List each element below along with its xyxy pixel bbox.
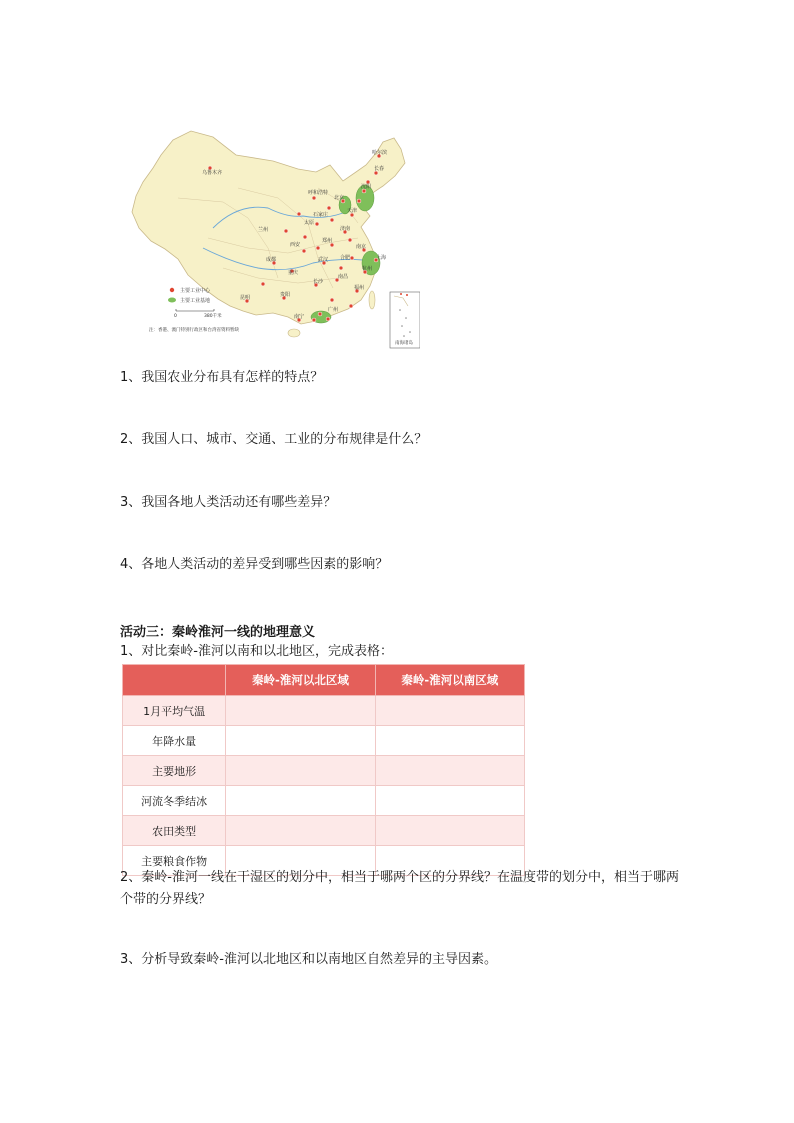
label-fuzhou: 福州	[354, 285, 365, 291]
inset-label: 南海诸岛	[395, 341, 413, 346]
city-dot	[312, 196, 316, 200]
city-dot	[318, 312, 322, 316]
table-row	[123, 756, 525, 786]
label-huhehaote: 呼和浩特	[308, 190, 329, 196]
city-dot	[339, 266, 343, 270]
north-cell[interactable]	[226, 786, 375, 816]
label-taiyuan: 太原	[304, 220, 315, 226]
south-china-sea-inset	[390, 292, 420, 348]
city-dot	[350, 256, 354, 260]
legend-center-icon	[170, 288, 174, 292]
legend-base-icon	[168, 298, 176, 303]
north-cell[interactable]	[226, 816, 375, 846]
hainan-island	[288, 329, 300, 337]
table-row	[123, 816, 525, 846]
map-note: 注：香港、澳门特别行政区和台湾省资料暂缺	[149, 328, 239, 333]
label-beijing: 北京	[334, 195, 345, 201]
header-north: 秦岭-淮河以北区域	[226, 665, 375, 696]
label-changchun: 长春	[374, 166, 385, 172]
legend-base-label: 主要工业基地	[180, 298, 211, 304]
row-label: 农田类型	[123, 816, 226, 846]
scale-end: 380千米	[204, 314, 222, 319]
city-dot	[316, 246, 320, 250]
row-label: 河流冬季结冰	[123, 786, 226, 816]
south-cell[interactable]	[375, 726, 524, 756]
activity-item-2: 2、秦岭-淮河一线在干湿区的划分中，相当于哪两个区的分界线？在温度带的划分中，相当于哪两个带的分界线？	[120, 870, 679, 907]
row-label: 主要粮食作物	[123, 846, 226, 876]
north-cell[interactable]	[226, 756, 375, 786]
china-landmass	[132, 131, 405, 324]
label-tianjin: 天津	[347, 208, 358, 214]
header-south: 秦岭-淮河以南区域	[375, 665, 524, 696]
label-nanning: 南宁	[294, 314, 305, 320]
city-dot	[326, 317, 330, 321]
label-shenyang: 沈阳	[361, 184, 372, 190]
row-label: 年降水量	[123, 726, 226, 756]
city-dot	[312, 318, 316, 322]
label-shijiazhuang: 石家庄	[313, 212, 329, 218]
city-dot	[349, 304, 353, 308]
industry-distribution-map	[118, 128, 420, 350]
question-1: 1、我国农业分布具有怎样的特点？	[120, 370, 324, 385]
south-cell[interactable]	[375, 816, 524, 846]
activity-title: 活动三：秦岭淮河一线的地理意义	[120, 625, 316, 640]
label-wulumuqi: 乌鲁木齐	[202, 170, 223, 176]
city-dot	[303, 235, 307, 239]
city-dot	[302, 249, 306, 253]
table-header-row	[123, 665, 525, 696]
question-2: 2、我国人口、城市、交通、工业的分布规律是什么？	[120, 432, 428, 447]
header-empty	[123, 665, 226, 696]
city-dot	[348, 238, 352, 242]
label-shanghai: 上海	[376, 255, 387, 261]
label-jinan: 济南	[340, 226, 351, 232]
label-guiyang: 贵阳	[280, 292, 291, 298]
north-cell[interactable]	[226, 696, 375, 726]
label-haerbin: 哈尔滨	[372, 150, 388, 156]
table-row	[123, 726, 525, 756]
south-cell[interactable]	[375, 756, 524, 786]
label-hefei: 合肥	[340, 255, 351, 261]
label-nanjing: 南京	[356, 244, 367, 250]
label-xian: 西安	[290, 242, 301, 248]
label-guangzhou: 广州	[328, 307, 339, 313]
row-label: 主要地形	[123, 756, 226, 786]
question-3: 3、我国各地人类活动还有哪些差异？	[120, 495, 337, 510]
label-wuhan: 武汉	[318, 257, 329, 263]
activity-item-1: 1、对比秦岭-淮河以南和以北地区，完成表格：	[120, 644, 393, 659]
legend-center-label: 主要工业中心	[180, 288, 211, 294]
north-cell[interactable]	[226, 726, 375, 756]
label-lanzhou: 兰州	[258, 227, 269, 233]
label-changsha: 长沙	[313, 279, 324, 285]
label-kunming: 昆明	[240, 295, 251, 301]
label-nanchang: 南昌	[338, 274, 349, 280]
row-label: 1月平均气温	[123, 696, 226, 726]
south-cell[interactable]	[375, 696, 524, 726]
south-cell[interactable]	[375, 786, 524, 816]
activity-item-3: 3、分析导致秦岭-淮河以北地区和以南地区自然差异的主导因素。	[120, 952, 497, 967]
city-dot	[327, 206, 331, 210]
label-chengdu: 成都	[266, 257, 277, 263]
city-dot	[357, 199, 361, 203]
question-4: 4、各地人类活动的差异受到哪些因素的影响？	[120, 557, 389, 572]
city-dot	[261, 282, 265, 286]
scale-start: 0	[174, 314, 177, 319]
label-chongqing: 重庆	[288, 270, 299, 276]
city-dot	[297, 212, 301, 216]
comparison-table	[122, 664, 525, 876]
city-dot	[284, 229, 288, 233]
city-dot	[330, 218, 334, 222]
taiwan-island	[369, 291, 375, 309]
table-row	[123, 696, 525, 726]
label-hangzhou: 杭州	[362, 266, 373, 272]
label-zhengzhou: 郑州	[322, 238, 333, 244]
city-dot	[330, 298, 334, 302]
city-dot	[315, 222, 319, 226]
table-row	[123, 786, 525, 816]
